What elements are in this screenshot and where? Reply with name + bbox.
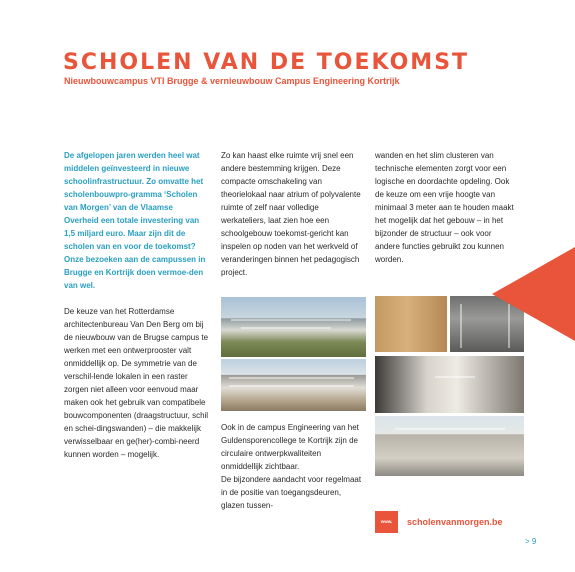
page-number: > 9 (525, 537, 537, 546)
photo-building-exterior (375, 416, 524, 476)
photo-campus-aerial (221, 297, 366, 357)
page-subtitle: Nieuwbouwcampus VTI Brugge & vernieuwbouw Campus Engineering Kortrijk (64, 76, 400, 86)
website-link[interactable]: scholenvanmorgen.be (407, 517, 503, 527)
page-title: SCHOLEN VAN DE TOEKOMST (63, 50, 470, 75)
body-paragraph-3: Ook in de campus Engineering van het Guldensporencollege te Kortrijk zijn de circulaire ontwerpkwaliteiten onmiddellijk zichtbaar. (221, 423, 359, 471)
web-badge: www. (375, 511, 398, 533)
text-column-2 (221, 149, 363, 279)
photo-corridor (375, 356, 524, 413)
decorative-triangle (492, 247, 575, 341)
body-paragraph-2: Zo kan haast elke ruimte vrij snel een andere bestemming krijgen. Deze compacte omschakeling van theorielokaal naar atrium of polyvalente ruimte of zelf naar volledige werkateliers, laat zien hoe een schoolgebouw toekomst-gericht kan inspelen op noden van het werkveld of veranderingen binnen het pedagogisch project. (221, 151, 361, 277)
body-paragraph-1: De keuze van het Rotterdamse architectenbureau Van Den Berg om bij de nieuwbouw van de Brugse campus te werken met een ontwerprooster valt onmiddellijk op. De symmetrie van de verschil-lende lokalen in een raster zorgen niet alleen voor eenvoud maar maken ook het gebruik van compatibele bouwcomponenten (draagstructuur, schil en schei-dingswanden) – die makkelijk verwisselbaar en ge(her)-combi-neerd kunnen worden – mogelijk. (64, 307, 209, 459)
photo-wood-wall (375, 296, 447, 352)
body-paragraph-5: wanden en het slim clusteren van technische elementen zorgt voor een logische en doordachte opdeling. Ook de keuze om een vrije hoogte van minimaal 3 meter aan te houden maakt het mogelijk dat het gebouw – in het bijzonder de structuur – ook voor andere functies gebruikt zou kunnen worden. (375, 151, 514, 264)
text-column-1 (64, 149, 209, 461)
body-paragraph-4: De bijzondere aandacht voor regelmaat in de positie van toegangsdeuren, glazen tussen- (221, 475, 362, 510)
intro-paragraph: De afgelopen jaren werden heel wat middelen geïnvesteerd in nieuwe schoolinfrastructuur. Zo omvatte het scholenbouwpro-gramma ‘Scholen van Morgen’ van de Vlaamse Overheid een totale investering van 1,5 miljard euro. Maar zijn dit de scholen van en voor de toekomst? Onze bezoeken aan de campussen in Brugge en Kortrijk doen vermoe-den van wel. (64, 151, 206, 290)
text-column-2-bottom (221, 421, 363, 512)
photo-campus-construction (221, 359, 366, 411)
